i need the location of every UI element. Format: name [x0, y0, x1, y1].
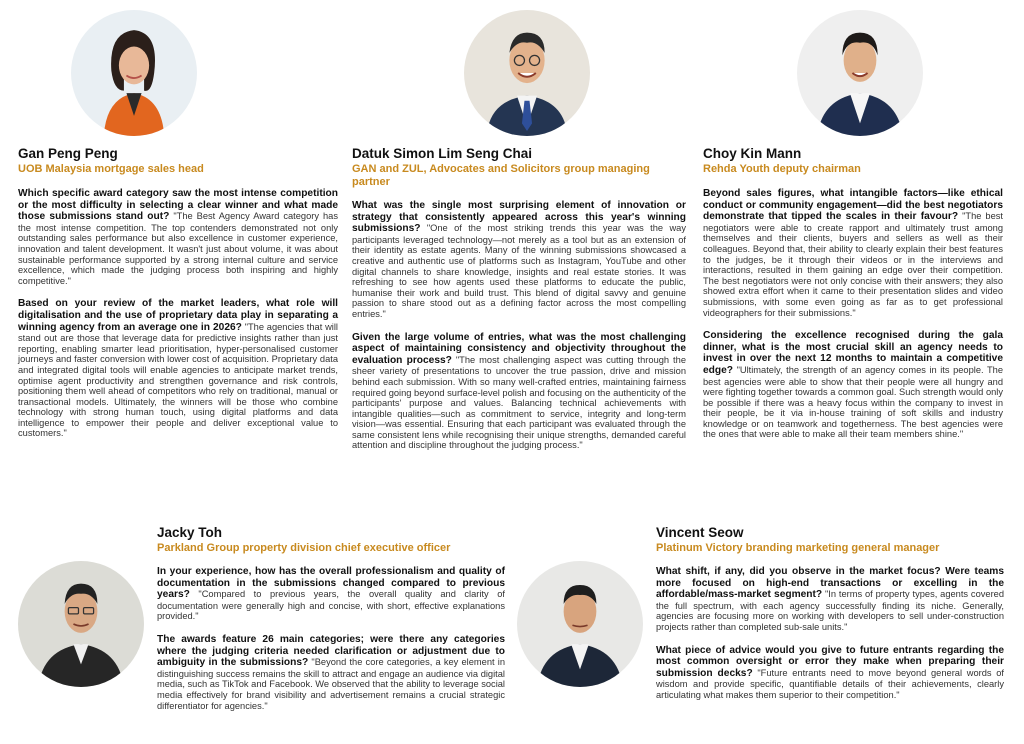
question: What piece of advice would you give to future entrants regarding the most common oversight or error they make when preparing their submission decks? [656, 644, 1004, 679]
question: Based on your review of the market leaders, what role will digitalisation and the use of proprietary data play in separating a winning agency from an average one in 2026? [18, 298, 338, 333]
question: Given the large volume of entries, what was the most challenging aspect of maintaining consistency and objectivity throughout the evaluation process? [352, 331, 686, 366]
answer: "The most challenging aspect was cutting through the sheer variety of presentations to uncover the true passion, drive and mission behind each submission. With so many well-crafted entries, maintaining fairness required going beyond surface-level polish and focusing on the authenticity of the participants' purpose and values. Balancing technical achievements with intangible qualities—such as commitment to service, integrity and long-term vision—was essential. Ensuring that each participant was evaluated through the same consistent lens while recognising their unique strengths, demanded careful attention and discipline throughout the judging process." [352, 354, 686, 451]
qa-paragraph [656, 566, 1004, 633]
answer: "In terms of property types, agents covered the full spectrum, with each agency successfully finding its niche. Generally, agencies are focusing more on working with developers to sell under-construction projects rather than completed sub-sale units." [656, 589, 1005, 632]
qa-paragraph [352, 200, 686, 320]
answer: "Future entrants need to move beyond general words of wisdom and provide specific, quantifiable details of their achievements, clearly articulating what makes them superior to their competition." [656, 667, 1004, 700]
question: In your experience, how has the overall professionalism and quality of documentation in the submissions changed compared to previous years? [157, 566, 505, 601]
answer: "The Best Agency Award category has the most intense competition. The top contenders demonstrated not only outstanding sales performance but also excellence in customer experience, innovation and talent development. It wasn't just about volume, it was about sustainable performance supported by a strong internal culture and service excellence, which made the judging process both inspiring and highly competitive." [18, 211, 338, 286]
qa-paragraph [157, 634, 505, 711]
person-name: Vincent Seow [656, 525, 744, 540]
photo-choy-kin-mann [797, 10, 923, 136]
answer: "The best negotiators were able to create rapport and ultimately trust among themselves and their clients, buyers and sellers as well as their colleagues. Beyond that, their ability to clearly explain their best features to the judges, be it through their videos or in the interviews and interactions, resulted in them gaining an edge over their competition. The best negotiators were not only concise with their answers; they also showed extra effort when it came to their presentation slides and video submissions, with some even going as far as to get professional videographers for their submissions." [703, 211, 1003, 318]
photo-jacky-toh [18, 561, 144, 687]
question: What was the single most surprising element of innovation or strategy that consistently appeared across this year's winning submissions? [352, 200, 686, 235]
qa-paragraph [703, 330, 1003, 440]
person-name: Choy Kin Mann [703, 146, 802, 161]
question: What shift, if any, did you observe in the market focus? Were teams more focused on high-end transactions or excelling in the affordable/mass-market segment? [656, 566, 1004, 601]
answer: "Ultimately, the strength of an agency comes in its people. The best agencies were able to show that their people were all hungry and were fighting together towards a common goal. Such strength would only be possible if there was a heavy focus within the company to invest in their people, be it via in-house training of soft skills and industry knowledge or on teamwork and togetherness. The best agencies were the ones that were able to make all their team members shine." [703, 364, 1003, 440]
interview-text-choy [703, 188, 1003, 452]
interview-text-jacky [157, 566, 505, 723]
qa-paragraph [703, 188, 1003, 318]
question: Considering the excellence recognised during the gala dinner, what is the most crucial skill an agency needs to invest in over the next 12 months to maintain a competitive edge? [703, 330, 1003, 376]
person-role: UOB Malaysia mortgage sales head [18, 163, 204, 175]
qa-paragraph [18, 298, 338, 439]
person-role: Parkland Group property division chief executive officer [157, 542, 451, 554]
photo-vincent-seow [517, 561, 643, 687]
interview-text-gan [18, 188, 338, 451]
person-role: Rehda Youth deputy chairman [703, 163, 861, 175]
person-name: Datuk Simon Lim Seng Chai [352, 146, 533, 161]
question: The awards feature 26 main categories; were there any categories where the judging criteria needed clarification or adjustment due to ambiguity in the submissions? [157, 633, 505, 669]
answer: "One of the most striking trends this year was the way participants leveraged technology—not merely as a tool but as an extension of their identity as estate agents. Many of the winning submissions showcased a creative and authentic use of platforms such as Instagram, YouTube and other digital channels to share knowledge, insights and real estate stories. It was refreshing to see how agents used these platforms to educate the public, humanise their work and build trust. This blend of digital savvy and genuine passion to share stood out as a defining factor across the most compelling entries." [352, 223, 686, 319]
photo-simon-lim [464, 10, 590, 136]
qa-paragraph [157, 566, 505, 622]
qa-paragraph [656, 645, 1004, 701]
qa-paragraph [352, 332, 686, 452]
photo-gan-peng-peng [71, 10, 197, 136]
person-role: GAN and ZUL, Advocates and Solicitors group managing partner [352, 163, 650, 188]
question: Which specific award category saw the most intense competition or the most difficulty in selecting a clear winner and what made those submissions stand out? [18, 188, 338, 223]
question: Beyond sales figures, what intangible factors—like ethical conduct or community engagement—did the best negotiators demonstrate that tipped the scales in their favour? [703, 188, 1003, 223]
qa-paragraph [18, 188, 338, 286]
answer: "Beyond the core categories, a key element in distinguishing success remains the skill to attract and engage an audience via digital media, such as TikTok and Facebook. We observed that the ability to leverage social media effectively for brand visibility and advertisement remains a crucial strategic differentiator for agencies." [157, 657, 505, 711]
person-role: Platinum Victory branding marketing general manager [656, 542, 940, 554]
person-name: Gan Peng Peng [18, 146, 118, 161]
answer: "Compared to previous years, the overall quality and clarity of documentation were generally high and concise, with short, effective explanations provided." [157, 589, 505, 622]
answer: "The agencies that will stand out are those that leverage data for predictive insights rather than just reporting, enabling smarter lead prioritisation, hyper-personalised customer journeys and faster conversion with lower cost of acquisition. Proprietary data and integrated digital tools will enable agencies to anticipate market trends, optimise agent productivity and strengthen governance and risk controls, positioning them well ahead of competitors who rely on traditional, manual or transactional models. Ultimately, the winners will be those who combine technology with strong human touch, using digital platforms and data intelligence to empower their people and deliver exceptional value to customers." [18, 321, 338, 439]
interview-text-simon [352, 200, 686, 463]
person-name: Jacky Toh [157, 525, 223, 540]
interview-text-vincent [656, 566, 1004, 713]
